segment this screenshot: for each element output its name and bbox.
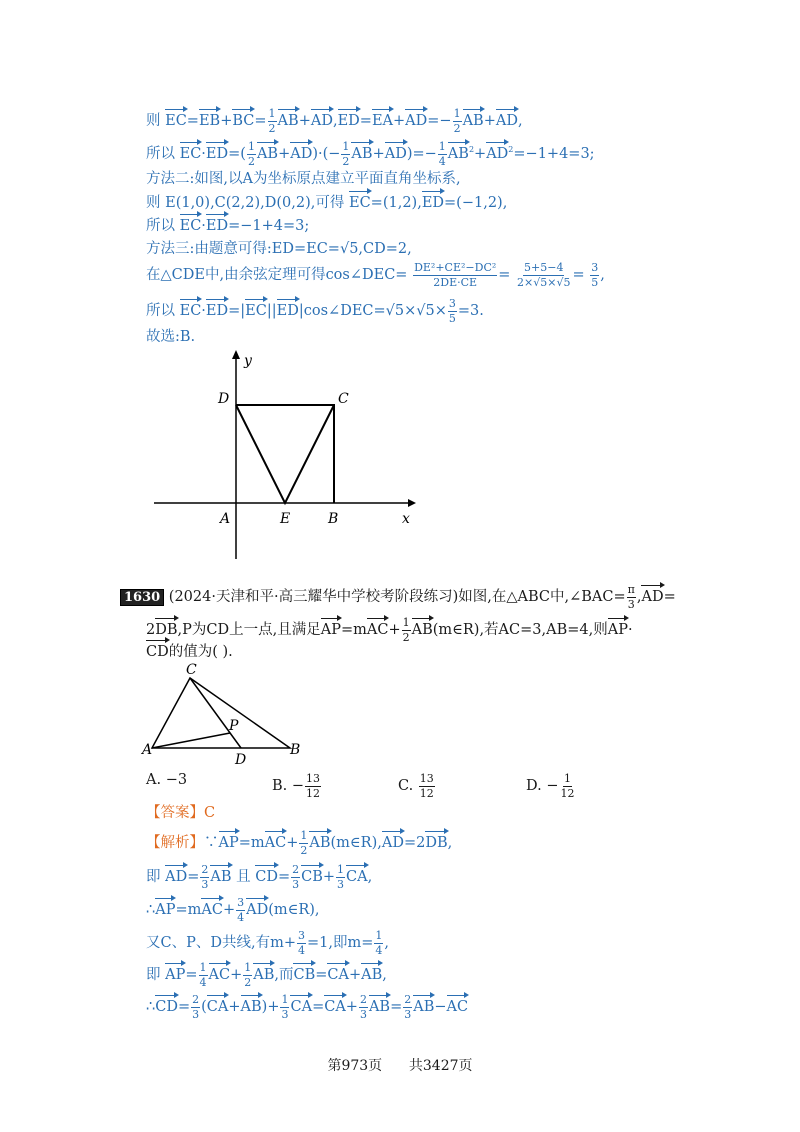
question-line-2: 2DB,P为CD上一点,且满足AP=mAC+ $\frac{1}{2}$ AB(m∈R),若AC=3,AB=4,则AP· [146,616,633,644]
label-B2: B [290,742,301,758]
analysis-line-1: 【解析】∵AP=mAC+ $\frac{1}{2}$ AB(m∈R),AD=2DB, [146,829,453,857]
option-b: B. − $\frac{13}{12}$ [272,772,321,800]
analysis-line-5: 即 AP= $\frac{1}{4}$ AC+ $\frac{1}{2}$ AB,而CB=CA+AB, [146,961,387,989]
method3-title: 方法三:由题意可得:ED=EC=√5,CD=2, [146,241,412,257]
label-x: x [402,511,410,527]
coordinate-figure [140,345,430,565]
option-c: C. $\frac{13}{12}$ [398,772,434,800]
cosine-line: 在△CDE中,由余弦定理可得cos∠DEC= $\frac{\text{DE²+CE²−DC²}}{2DE\cdot CE}$ = $\frac{5+5-4}{2\times√5\times√5}$ = $\frac{3}{5}$ , [146,261,605,289]
label-y: y [244,353,252,369]
solution-line-1: 则 EC=EB+BC= $\frac{1}{2}$ AB+AD,ED=EA+AD=− $\frac{1}{2}$ AB+AD, [146,107,523,135]
label-E: E [280,511,291,527]
label-D: D [218,391,230,407]
label-D2: D [235,752,247,768]
page-footer [0,1055,800,1075]
method2-title: 方法二:如图,以A为坐标原点建立平面直角坐标系, [146,171,461,187]
final-line: 所以 EC·ED=|EC||ED|cos∠DEC=√5×√5× $\frac{3}{5}$ =3. [146,297,484,325]
page-number: 第973页 [327,1058,383,1074]
analysis-line-4: 又C、P、D共线,有m+ $\frac{3}{4}$ =1,即m= $\frac{1}{4}$ , [146,929,389,957]
triangle-abc [152,678,290,748]
label-B: B [328,511,339,527]
question-number: 1630 [120,589,164,606]
triangle-dec [236,405,334,503]
label-P: P [229,718,239,734]
analysis-line-3: ∴AP=mAC+ $\frac{3}{4}$ AD(m∈R), [146,896,320,924]
label-C2: C [186,662,197,678]
square-outline [236,405,334,503]
label-C: C [338,391,349,407]
analysis-line-6: ∴CD= $\frac{2}{3}$ (CA+AB)+ $\frac{1}{3}$ CA=CA+ $\frac{2}{3}$ AB= $\frac{2}{3}$ AB−AC [146,993,469,1021]
label-A: A [220,511,231,527]
total-pages: 共3427页 [408,1058,473,1074]
answer-line: 【答案】C [146,805,216,821]
segment-ap [152,733,230,748]
analysis-line-2: 即 AD= $\frac{2}{3}$ AB 且 CD= $\frac{2}{3}$ CB+ $\frac{1}{3}$ CA, [146,863,373,891]
x-axis-arrow [408,499,416,507]
triangle-figure [140,660,310,770]
label-A2: A [142,742,153,758]
question-line-3: CD的值为( ). [146,644,233,660]
option-d: D. − $\frac{1}{12}$ [526,772,575,800]
question-line-1: 1630 (2024·天津和平·高三耀华中学校考阶段练习)如图,在△ABC中,∠BAC= $\frac{\pi}{3}$ ,AD= [120,584,676,610]
method2-coords: 则 E(1,0),C(2,2),D(0,2),可得 EC=(1,2),ED=(−1,2), [146,195,508,211]
segment-cd [190,678,241,748]
y-axis-arrow [232,350,240,359]
solution-line-2: 所以 EC·ED=( $\frac{1}{2}$ AB+AD)·(− $\frac{1}{2}$ AB+AD)=− $\frac{1}{4}$ $AB^2+AD^2=-1+4=3$; [146,140,595,168]
choice-line: 故选:B. [146,329,196,345]
method2-result: 所以 EC·ED=−1+4=3; [146,218,310,234]
option-a: A. −3 [146,772,188,788]
